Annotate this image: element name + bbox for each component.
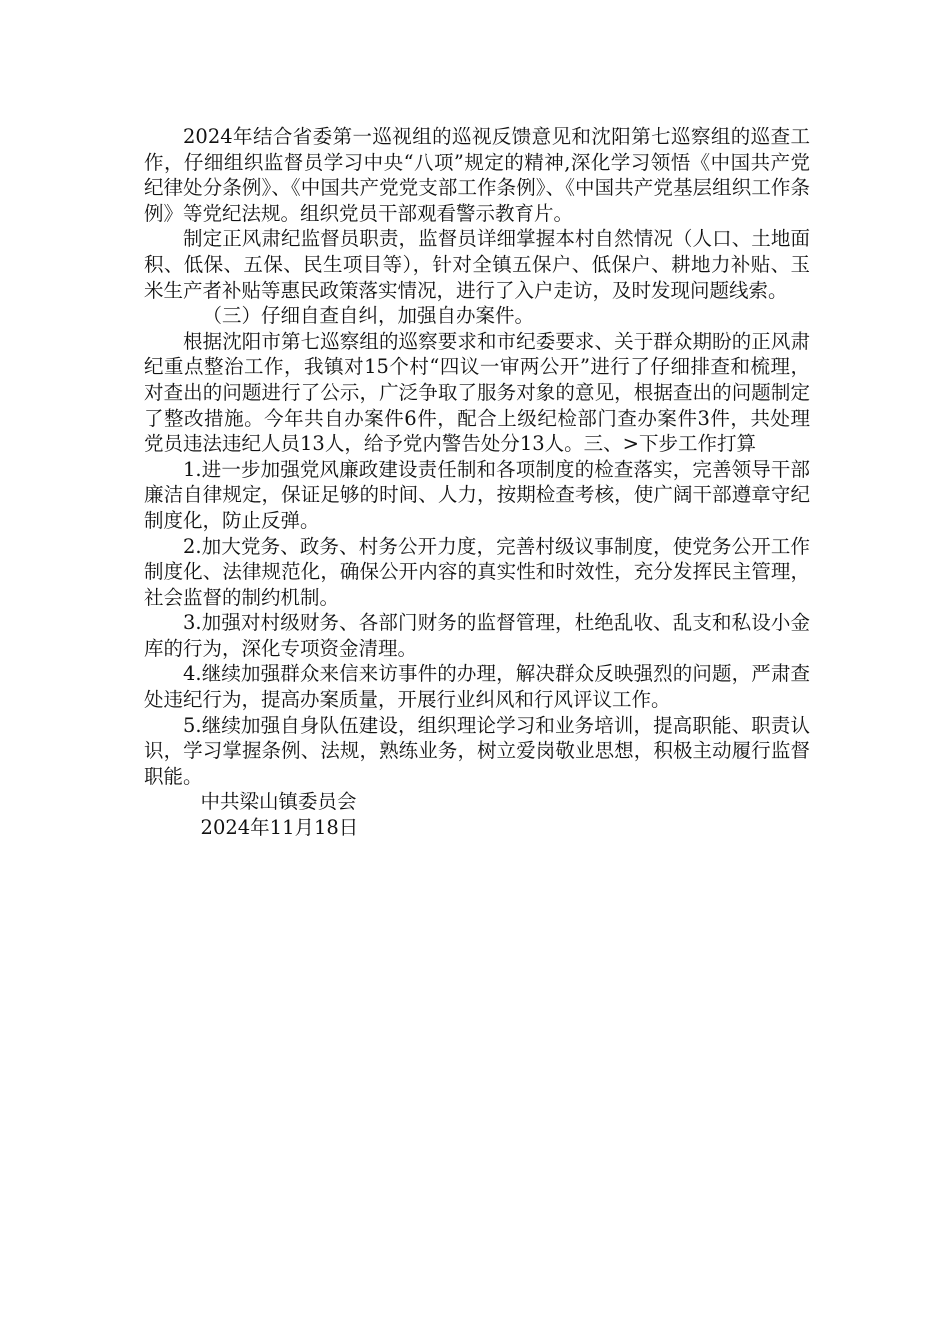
plan-item-3: 3.加强对村级财务、各部门财务的监督管理，杜绝乱收、乱支和私设小金库的行为，深化专项资金清理。	[144, 611, 810, 660]
plan-item-1: 1.进一步加强党风廉政建设责任制和各项制度的检查落实，完善领导干部廉洁自律规定，保证足够的时间、人力，按期检查考核，使广阔干部遵章守纪制度化，防止反弹。	[144, 457, 810, 532]
paragraph-supervisor-duties: 制定正风肃纪监督员职责，监督员详细掌握本村自然情况（人口、土地面积、低保、五保、民生项目等），针对全镇五保户、低保户、耕地力补贴、玉米生产者补贴等惠民政策落实情况，进行了入户走访，及时发现问题线索。	[144, 227, 810, 302]
paragraph-case-handling: 根据沈阳市第七巡察组的巡察要求和市纪委要求、关于群众期盼的正风肃纪重点整治工作，我镇对15个村“四议一审两公开”进行了仔细排查和梳理，对查出的问题进行了公示，广泛争取了服务对象的意见，根据查出的问题制定了整改措施。今年共自办案件6件，配合上级纪检部门查办案件3件，共处理党员违法违纪人员13人，给予党内警告处分13人。三、>下步工作打算	[144, 329, 810, 456]
signature-organization: 中共梁山镇委员会	[200, 790, 357, 814]
section-heading-self-inspection: （三）仔细自查自纠，加强自办案件。	[202, 304, 535, 328]
plan-item-4: 4.继续加强群众来信来访事件的办理，解决群众反映强烈的问题，严肃查处违纪行为，提高办案质量，开展行业纠风和行风评议工作。	[144, 662, 810, 712]
plan-item-5: 5.继续加强自身队伍建设，组织理论学习和业务培训，提高职能、职责认识，学习掌握条例、法规，熟练业务，树立爱岗敬业思想，积极主动履行监督职能。	[144, 713, 810, 788]
signature-date: 2024年11月18日	[200, 816, 359, 840]
document-page	[144, 124, 810, 841]
paragraph-inspection-study: 2024年结合省委第一巡视组的巡视反馈意见和沈阳第七巡察组的巡查工作，仔细组织监督员学习中央“八项”规定的精神,深化学习领悟《中国共产党纪律处分条例》、《中国共产党党支部工作条例》、《中国共产党基层组织工作条例》等党纪法规。组织党员干部观看警示教育片。	[144, 125, 810, 225]
plan-item-2: 2.加大党务、政务、村务公开力度，完善村级议事制度，使党务公开工作制度化、法律规范化，确保公开内容的真实性和时效性，充分发挥民主管理，社会监督的制约机制。	[144, 534, 810, 609]
